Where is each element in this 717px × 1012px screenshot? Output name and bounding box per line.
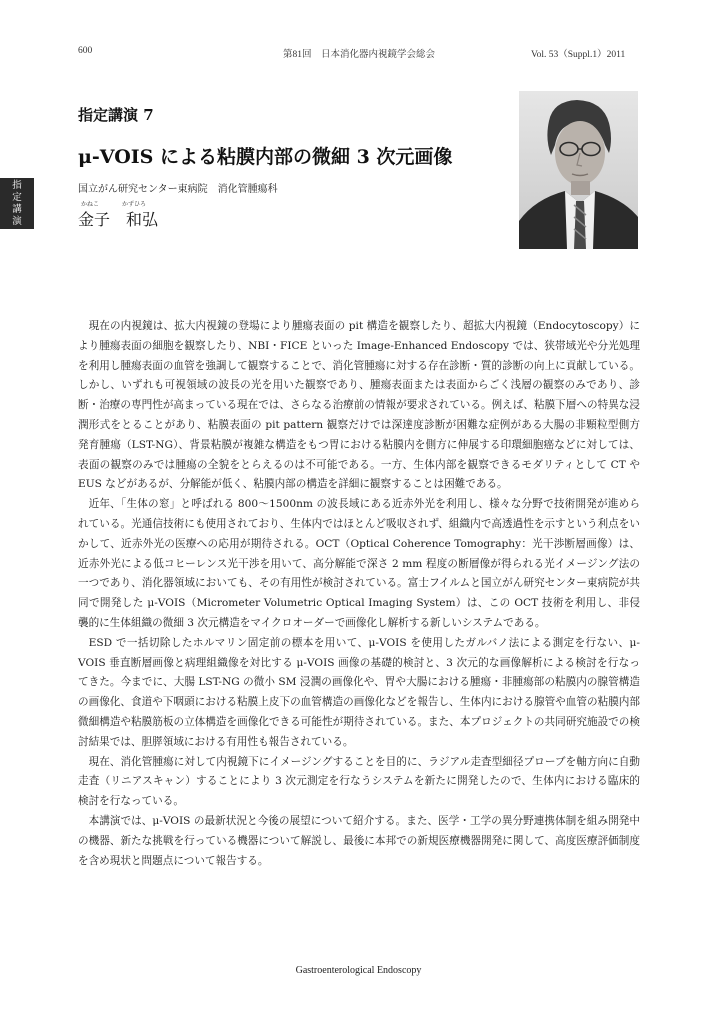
- page-number: 600: [78, 46, 93, 56]
- side-tab-char: 定: [12, 191, 22, 203]
- affiliation: 国立がん研究センター東病院 消化管腫瘍科: [78, 184, 278, 195]
- author-ruby-given: かずひろ: [122, 201, 147, 208]
- body-paragraph: 近年、「生体の窓」と呼ばれる 800〜1500nm の波長域にある近赤外光を利用し、様々な分野で技術開発が進められている。光通信技術にも使用されており、生体内ではほとんど吸収されず、組織内で高透過性を示すという利点をいかして、近赤外光の医療への応用が期待される。OCT（Optical Coherence Tomography：光干渉断層画像）は、近赤外光による低コヒーレンス光干渉を用いて、高分解能で深さ 2 mm 程度の断層像が得られる光イメージング法の一つであり、消化器領域においても、その有用性が検討されている。富士フイルムと国立がん研究センター東病院が共同で開発した μ-VOIS（Micrometer Volumetric Optical Imaging System）は、この OCT 技術を利用し、非侵襲的に生体組織の微細 3 次元構造をマイクロオーダーで画像化し解析する新しいシステムである。: [78, 498, 640, 629]
- side-tab: [0, 178, 34, 229]
- section-label: 指定講演 7: [78, 106, 154, 124]
- side-tab-char: 演: [12, 215, 22, 227]
- running-header-meeting: 第81回 日本消化器内視鏡学会総会: [283, 50, 436, 60]
- body-paragraph: 現在の内視鏡は、拡大内視鏡の登場により腫瘍表面の pit 構造を観察したり、超拡大内視鏡（Endocytoscopy）により腫瘍表面の細胞を観察したり、NBI・FICE といった Image-Enhanced Endoscopy では、狭帯域光や分光処理を利用し腫瘍表面の血管を強調して観察することで、消化管腫瘍に対する存在診断・質的診断の向上に貢献している。しかし、いずれも可視領域の波長の光を用いた観察であり、腫瘍表面または表面からごく浅層の観察のみであり、診断・治療の専門性が高まっている現在では、さらなる治療前の情報が要求されている。例えば、粘膜下層への特異な浸潤形式をとることがあり、粘膜表面の pit pattern 観察だけでは深達度診断が困難な症例がある大腸の非顆粒型側方発育腫瘍（LST-NG）、背景粘膜が複雑な構造をもつ胃における粘膜内を側方に伸展する印環細胞癌などに対しては、表面の観察のみでは腫瘍の全貌をとらえるのは不可能である。一方、生体内部を観察できるモダリティとして CT や EUS などがあるが、分解能が低く、粘膜内部の構造を詳細に観察することは困難である。: [78, 320, 640, 491]
- running-header-volume: Vol. 53（Suppl.1）2011: [531, 50, 626, 60]
- author-name: 金子 和弘: [78, 210, 159, 229]
- abstract-body: [78, 317, 640, 871]
- paper-title: μ-VOIS による粘膜内部の微細 3 次元画像: [78, 146, 453, 168]
- body-paragraph: 本講演では、μ-VOIS の最新状況と今後の展望について紹介する。また、医学・工学の異分野連携体制を組み開発中の機器、新たな挑戦を行っている機器について解説し、最後に本邦での新規医療機器開発に関して、高度医療評価制度を含め現状と問題点について報告する。: [78, 814, 640, 867]
- side-tab-char: 指: [12, 179, 22, 191]
- body-paragraph: ESD で一括切除したホルマリン固定前の標本を用いて、μ-VOIS を使用したガルバノ法による測定を行ない、μ-VOIS 垂直断層画像と病理組織像を対比する μ-VOIS 画像の基礎的検討と、3 次元的な画像解析による検討を行なってきた。今までに、大腸 LST-NG の微小 SM 浸潤の画像化や、胃や大腸における腫瘍・非腫瘍部の粘膜内の腺管構造の画像化、食道や下咽頭における粘膜上皮下の血管構造の画像化などを報告し、生体内における腺管や血管の粘膜内部微細構造や粘膜筋板の立体構造を画像化できる可能性が期待されている。また、本プロジェクトの共同研究施設での検討結果では、胆膵領域における有用性も報告されている。: [78, 636, 640, 748]
- journal-footer: Gastroenterological Endoscopy: [295, 965, 422, 976]
- side-tab-char: 講: [12, 203, 22, 215]
- author-portrait-photo: [519, 91, 638, 249]
- author-ruby-family: かねこ: [81, 201, 100, 208]
- body-paragraph: 現在、消化管腫瘍に対して内視鏡下にイメージングすることを目的に、ラジアル走査型細径プローブを軸方向に自動走査（リニアスキャン）することにより 3 次元測定を行なうシステムを新たに開発したので、生体内における臨床的検討を行なっている。: [78, 755, 640, 808]
